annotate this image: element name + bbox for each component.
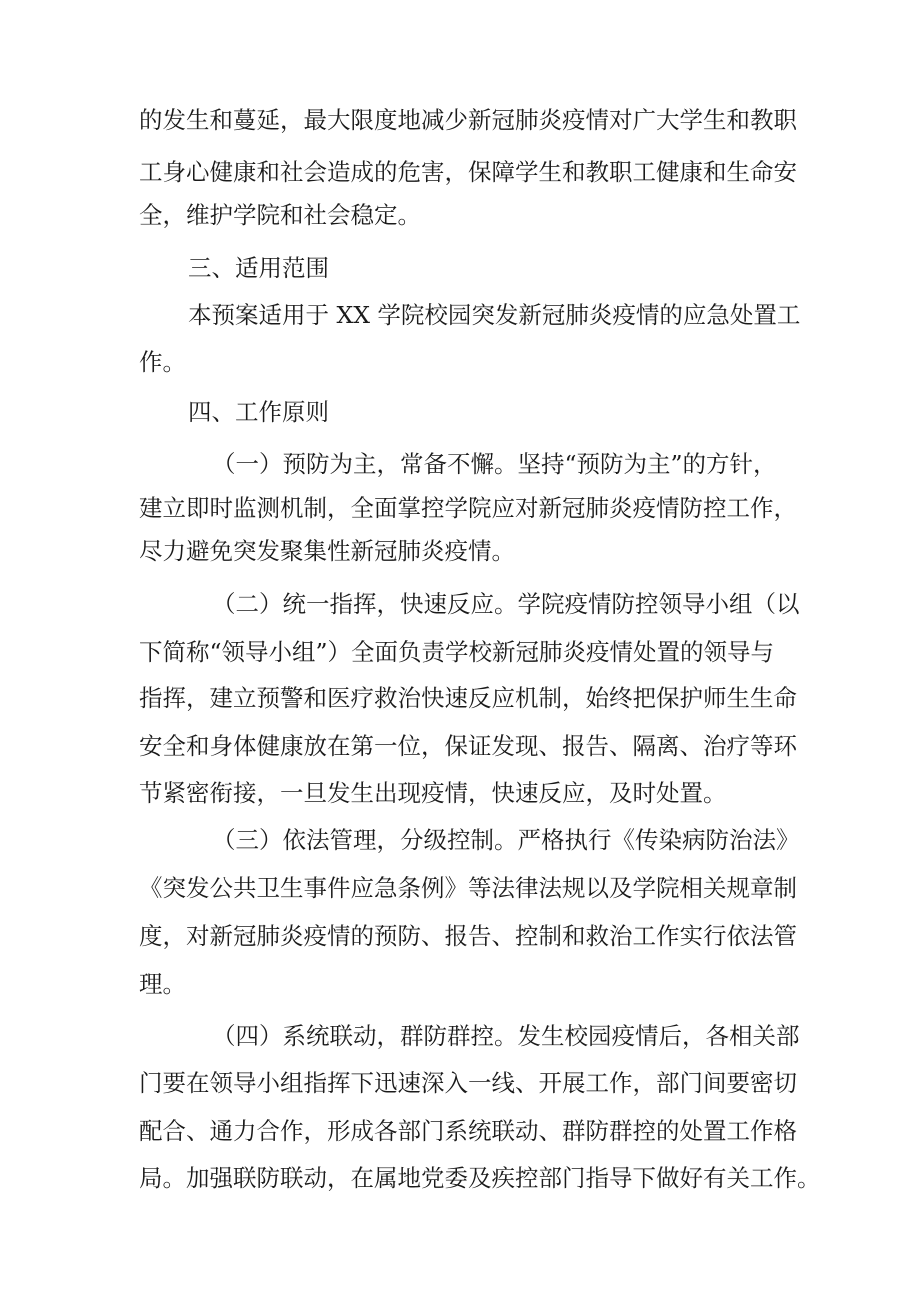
text-line — [0, 1010, 920, 1062]
section-heading-line — [0, 242, 920, 294]
paragraph-text: 下简称“领导小组”）全面负责学校新冠肺炎疫情处置的领导与 — [139, 638, 775, 666]
paragraph-text: 门要在领导小组指挥下迅速深入一线、开展工作，部门间要密切 — [139, 1069, 797, 1097]
section-heading: 三、适用范围 — [188, 254, 329, 282]
paragraph-text: 《突发公共卫生事件应急条例》等法律法规以及学院相关规章制 — [139, 874, 797, 902]
principle-heading: （一）预防为主，常备不懈。坚持“预防为主”的方针， — [212, 450, 777, 478]
section-heading-line — [0, 386, 920, 438]
paragraph-text: 度，对新冠肺炎疫情的预防、报告、控制和救治工作实行依法管 — [139, 922, 797, 950]
section-heading: 四、工作原则 — [188, 398, 329, 426]
paragraph-text: 本预案适用于 XX 学院校园突发新冠肺炎疫情的应急处置工 — [188, 301, 801, 329]
paragraph-text: 全，维护学院和社会稳定。 — [139, 201, 421, 229]
paragraph-text: 安全和身体健康放在第一位，保证发现、报告、隔离、治疗等环 — [139, 732, 797, 760]
text-line — [0, 1105, 920, 1157]
text-line — [0, 720, 920, 772]
paragraph-text: 作。 — [139, 348, 186, 376]
text-line — [0, 525, 920, 577]
text-line — [0, 94, 920, 146]
text-line — [0, 767, 920, 819]
text-line — [0, 189, 920, 241]
principle-heading: （二）统一指挥，快速反应。学院疫情防控领导小组（以 — [212, 590, 800, 618]
paragraph-text: 指挥，建立预警和医疗救治快速反应机制，始终把保护师生生命 — [139, 684, 797, 712]
principle-heading: （三）依法管理，分级控制。严格执行《传染病防治法》 — [212, 826, 800, 854]
paragraph-text: 节紧密衔接，一旦发生出现疫情，快速反应，及时处置。 — [139, 779, 727, 807]
paragraph-text: 配合、通力合作，形成各部门系统联动、群防群控的处置工作格 — [139, 1117, 797, 1145]
principle-heading: （四）系统联动，群防群控。发生校园疫情后，各相关部 — [212, 1022, 800, 1050]
paragraph-text: 工身心健康和社会造成的危害，保障学生和教职工健康和生命安 — [139, 158, 797, 186]
paragraph-text: 局。加强联防联动，在属地党委及疾控部门指导下做好有关工作。 — [139, 1164, 821, 1192]
text-line — [0, 814, 920, 866]
text-line — [0, 1057, 920, 1109]
text-line — [0, 862, 920, 914]
text-line — [0, 958, 920, 1010]
paragraph-text: 理。 — [139, 970, 186, 998]
text-line — [0, 578, 920, 630]
paragraph-text: 的发生和蔓延，最大限度地减少新冠肺炎疫情对广大学生和教职 — [139, 106, 797, 134]
text-line — [0, 1152, 920, 1204]
paragraph-text: 尽力避免突发聚集性新冠肺炎疫情。 — [139, 537, 515, 565]
paragraph-text: 建立即时监测机制，全面掌控学院应对新冠肺炎疫情防控工作， — [139, 494, 797, 522]
text-line — [0, 626, 920, 678]
text-line — [0, 336, 920, 388]
text-line — [0, 289, 920, 341]
text-line — [0, 672, 920, 724]
text-line — [0, 910, 920, 962]
